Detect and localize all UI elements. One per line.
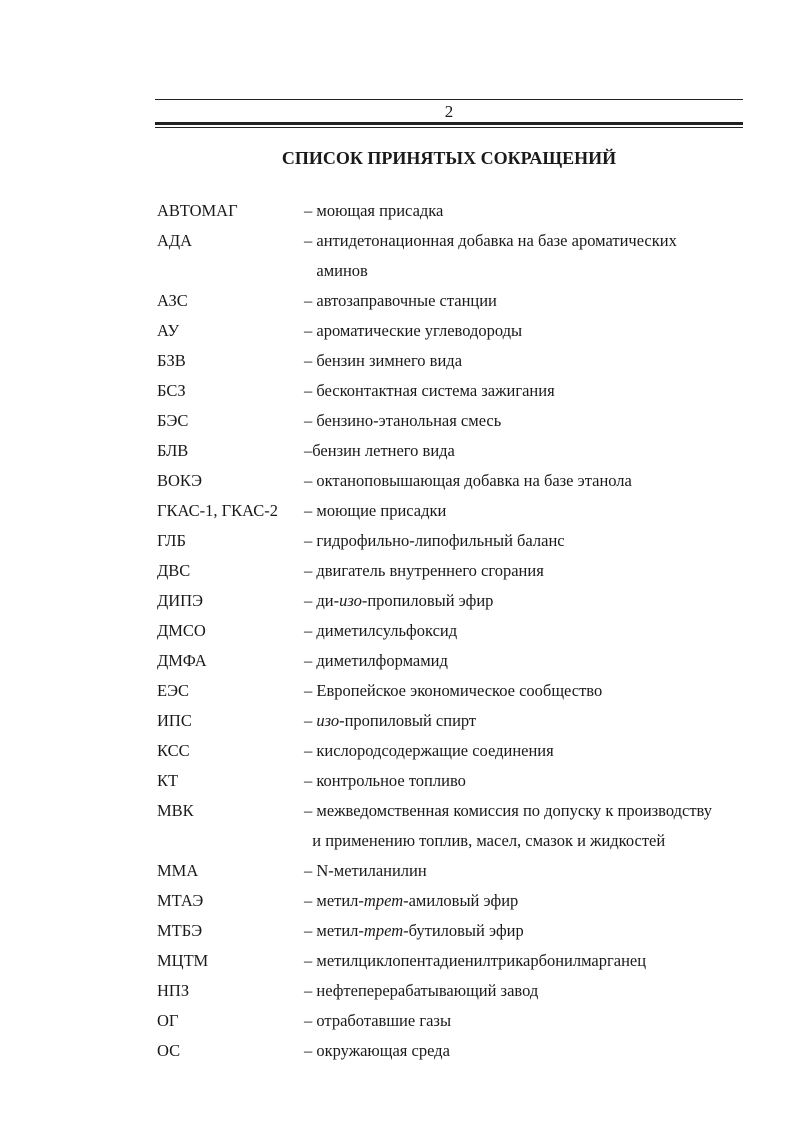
definition-segment: – [304,711,317,730]
abbreviation-entry [157,526,747,556]
definition-segment: – гидрофильно-липофильный баланс [304,531,565,550]
definition-segment: – октаноповышающая добавка на базе этанола [304,471,632,490]
abbreviation-entry [157,886,747,916]
abbreviation-definition-line [304,1006,747,1036]
abbreviation-term: АУ [157,321,180,340]
abbreviation-entry [157,586,747,616]
definition-segment: – диметилсульфоксид [304,621,458,640]
abbreviation-entry [157,346,747,376]
abbreviation-term: НПЗ [157,981,190,1000]
abbreviation-term: ГКАС-1, ГКАС-2 [157,501,279,520]
abbreviation-definition-line [304,316,747,346]
abbreviation-term: ОГ [157,1011,179,1030]
abbreviation-term: БЭС [157,411,189,430]
abbreviation-term: ДМФА [157,651,207,670]
abbreviation-term: БСЗ [157,381,186,400]
abbreviation-entry [157,316,747,346]
abbreviation-definition-line [304,826,747,856]
abbreviation-term: ДМСО [157,621,206,640]
abbreviation-entry [157,1036,747,1066]
definition-italic-segment: трет [363,891,404,910]
abbreviation-entry [157,706,747,736]
definition-segment: – моющая присадка [304,201,444,220]
abbreviation-term: БЗВ [157,351,186,370]
definition-segment: – N-метиланилин [304,861,427,880]
definition-segment: – Европейское экономическое сообщество [304,681,603,700]
definition-segment: аминов [304,261,368,280]
page-title: СПИСОК ПРИНЯТЫХ СОКРАЩЕНИЙ [281,148,617,168]
abbreviation-entry [157,436,747,466]
definition-segment: – бесконтактная система зажигания [304,381,555,400]
abbreviation-entry [157,556,747,586]
abbreviation-definition-line [304,286,747,316]
abbreviation-term: ИПС [157,711,192,730]
abbreviation-term: АВТОМАГ [157,201,238,220]
abbreviation-entry [157,796,747,856]
definition-italic-segment: изо [316,711,340,730]
abbreviation-definition-line [304,556,747,586]
abbreviation-definition-line [304,856,747,886]
abbreviation-definition-line [304,466,747,496]
abbreviation-entry [157,916,747,946]
abbreviation-definition-line [304,526,747,556]
abbreviation-term: ММА [157,861,199,880]
abbreviation-term: АЗС [157,291,188,310]
definition-segment: – ароматические углеводороды [304,321,523,340]
definition-segment: -бутиловый эфир [403,921,524,940]
abbreviation-definition-line [304,346,747,376]
abbreviation-definition-line [304,796,747,826]
header-bottom-rule-thin [155,127,743,128]
abbreviation-entry [157,286,747,316]
abbreviation-entry [157,676,747,706]
abbreviation-term: ГЛБ [157,531,186,550]
definition-segment: – ди- [304,591,340,610]
definition-segment: –бензин летнего вида [304,441,455,460]
abbreviation-definition-line [304,616,747,646]
definition-segment: -амиловый эфир [403,891,519,910]
definition-segment: – контрольное топливо [304,771,466,790]
abbreviation-entry [157,466,747,496]
abbreviation-entry [157,196,747,226]
abbreviation-definition-line [304,706,747,736]
abbreviation-term: ОС [157,1041,181,1060]
definition-segment: -пропиловый спирт [339,711,477,730]
definition-segment: – метил- [304,891,364,910]
abbreviation-term: ЕЭС [157,681,189,700]
abbreviation-term: МТБЭ [157,921,203,940]
abbreviation-definition-line [304,436,747,466]
abbreviation-term: ВОКЭ [157,471,203,490]
abbreviation-entry [157,406,747,436]
abbreviation-definition-line [304,766,747,796]
abbreviation-definition-line [304,946,747,976]
abbreviation-entry [157,376,747,406]
definition-segment: – метилциклопентадиенилтрикарбонилмарганец [304,951,647,970]
definition-segment: – антидетонационная добавка на базе ароматических [304,231,677,250]
abbreviation-definition-line [304,676,747,706]
definition-segment: – диметилформамид [304,651,448,670]
definition-segment: – моющие присадки [304,501,447,520]
abbreviation-term: МВК [157,801,194,820]
abbreviation-entry [157,1006,747,1036]
definition-segment: – кислородсодержащие соединения [304,741,554,760]
definition-segment: – бензино-этанольная смесь [304,411,502,430]
abbreviation-definition-line [304,406,747,436]
abbreviation-term: БЛВ [157,441,189,460]
abbreviation-term: МЦТМ [157,951,209,970]
abbreviation-term: КСС [157,741,190,760]
page-number: 2 [444,102,454,121]
abbreviation-definition-line [304,376,747,406]
abbreviation-entry [157,496,747,526]
abbreviation-entry [157,226,747,286]
abbreviation-definition-line [304,1036,747,1066]
definition-segment: – окружающая среда [304,1041,450,1060]
abbreviation-entry [157,946,747,976]
definition-segment: – метил- [304,921,364,940]
abbreviation-definition-line [304,916,747,946]
abbreviation-entry [157,976,747,1006]
abbreviation-entry [157,646,747,676]
abbreviation-definition-line [304,226,747,256]
abbreviation-entry [157,616,747,646]
definition-segment: – нефтеперерабатывающий завод [304,981,539,1000]
abbreviation-definition-line [304,736,747,766]
definition-segment: – бензин зимнего вида [304,351,463,370]
definition-italic-segment: изо [339,591,362,610]
abbreviation-entry [157,856,747,886]
abbreviation-term: АДА [157,231,193,250]
header-bottom-rule-thick [155,122,743,125]
abbreviation-definition-line [304,976,747,1006]
definition-segment: – отработавшие газы [304,1011,452,1030]
abbreviation-definition-line [304,496,747,526]
abbreviation-definition-line [304,196,747,226]
abbreviation-definition-line [304,646,747,676]
abbreviation-entry [157,736,747,766]
definition-segment: – автозаправочные станции [304,291,497,310]
definition-italic-segment: трет [363,921,404,940]
header-top-rule [155,99,743,100]
abbreviation-list [157,196,747,1066]
abbreviation-term: КТ [157,771,179,790]
definition-segment: и применению топлив, масел, смазок и жидкостей [304,831,666,850]
abbreviation-term: МТАЭ [157,891,204,910]
abbreviation-definition-line [304,256,747,286]
definition-segment: – межведомственная комиссия по допуску к производству [304,801,713,820]
abbreviation-definition-line [304,886,747,916]
abbreviation-term: ДВС [157,561,191,580]
abbreviation-term: ДИПЭ [157,591,203,610]
definition-segment: -пропиловый эфир [361,591,494,610]
abbreviation-definition-line [304,586,747,616]
definition-segment: – двигатель внутреннего сгорания [304,561,544,580]
abbreviation-entry [157,766,747,796]
